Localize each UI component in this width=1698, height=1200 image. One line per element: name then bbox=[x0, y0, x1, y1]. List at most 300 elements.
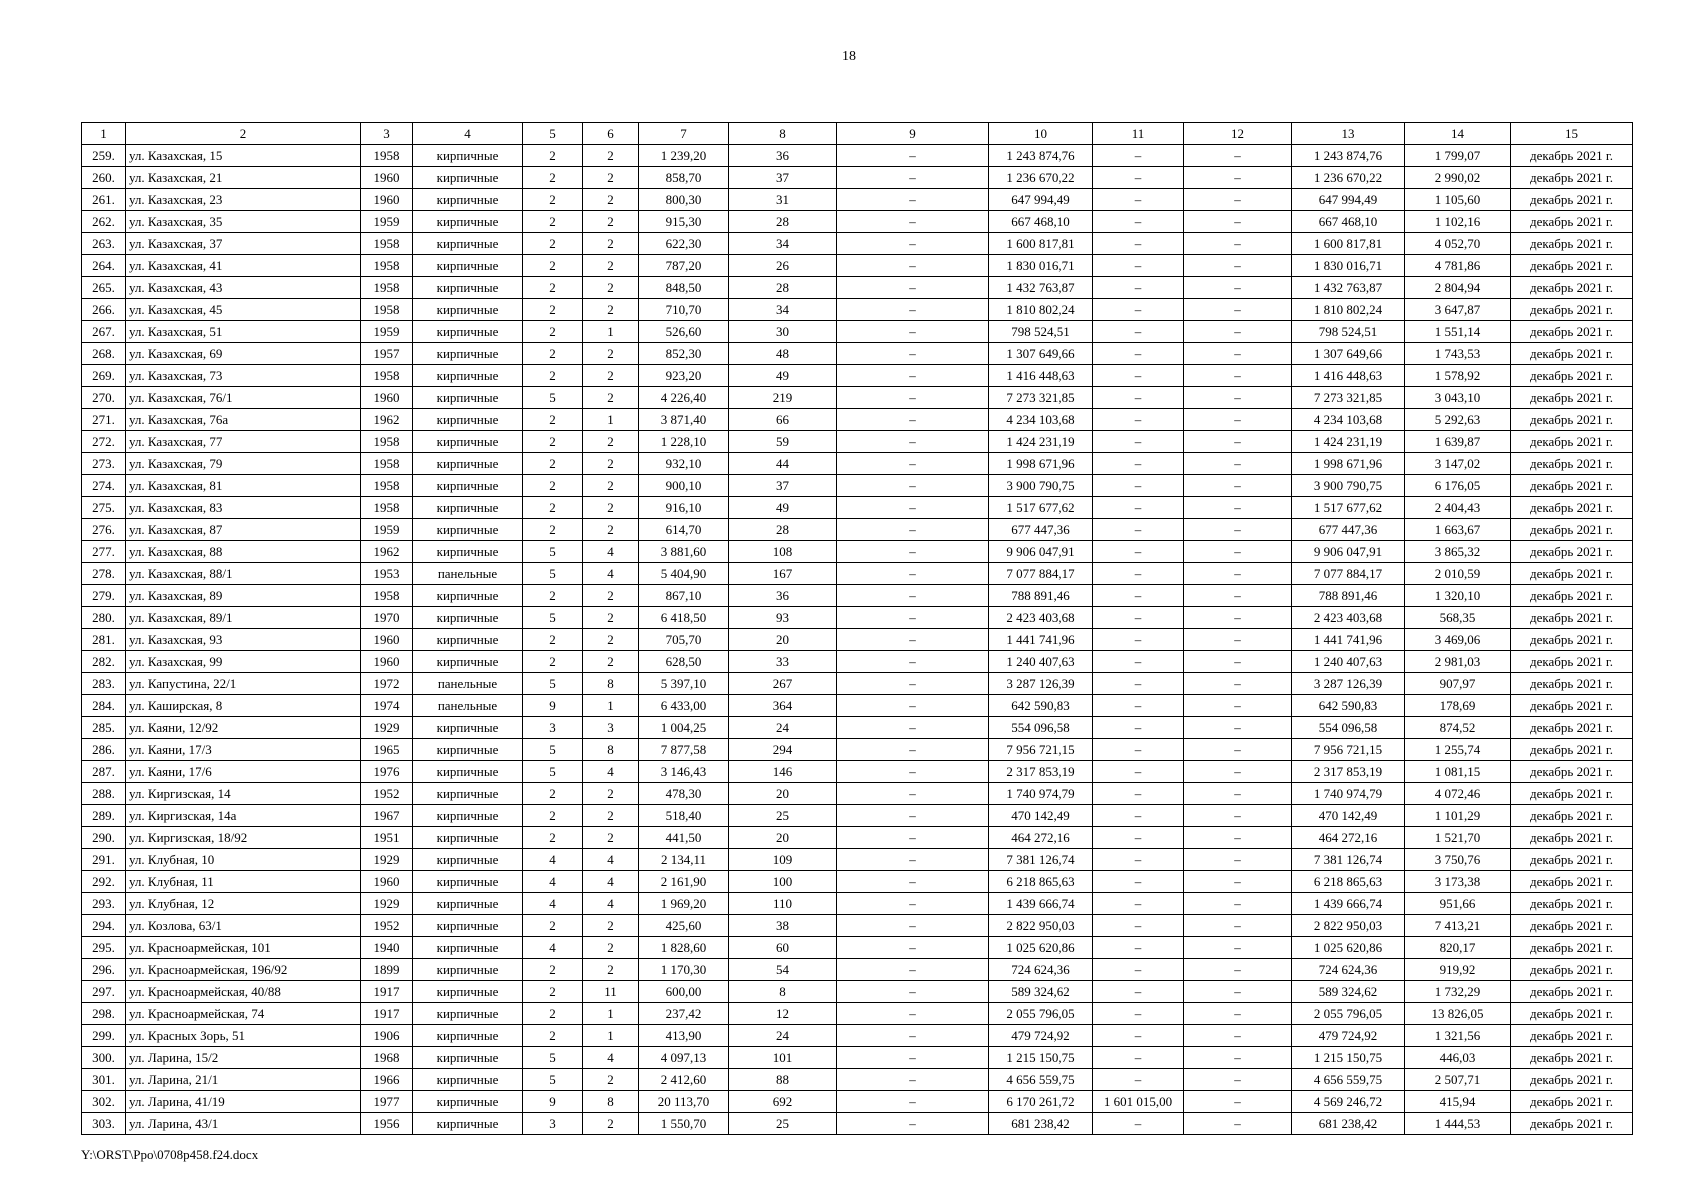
table-cell: – bbox=[1184, 651, 1292, 673]
table-cell: 263. bbox=[82, 233, 126, 255]
table-cell: 1970 bbox=[361, 607, 413, 629]
table-cell: 262. bbox=[82, 211, 126, 233]
column-header: 13 bbox=[1292, 123, 1405, 145]
table-cell: 3 043,10 bbox=[1405, 387, 1511, 409]
table-cell: 286. bbox=[82, 739, 126, 761]
column-header: 14 bbox=[1405, 123, 1511, 145]
table-cell: 280. bbox=[82, 607, 126, 629]
table-cell: 1 101,29 bbox=[1405, 805, 1511, 827]
table-cell: 1 600 817,81 bbox=[989, 233, 1093, 255]
table-cell: – bbox=[837, 1113, 989, 1135]
column-header: 15 bbox=[1511, 123, 1633, 145]
table-cell: 1 025 620,86 bbox=[1292, 937, 1405, 959]
table-cell: 2 bbox=[583, 277, 639, 299]
table-cell: панельные bbox=[413, 563, 523, 585]
address-cell: ул. Казахская, 77 bbox=[126, 431, 361, 453]
table-cell: 692 bbox=[729, 1091, 837, 1113]
table-cell: 271. bbox=[82, 409, 126, 431]
table-cell: 219 bbox=[729, 387, 837, 409]
table-cell: – bbox=[1093, 981, 1184, 1003]
table-cell: 2 bbox=[523, 1003, 583, 1025]
table-cell: – bbox=[1184, 255, 1292, 277]
table-cell: 88 bbox=[729, 1069, 837, 1091]
table-cell: 1976 bbox=[361, 761, 413, 783]
table-row bbox=[82, 365, 1633, 387]
table-cell: 1966 bbox=[361, 1069, 413, 1091]
table-cell: 1 243 874,76 bbox=[1292, 145, 1405, 167]
table-cell: 2 055 796,05 bbox=[989, 1003, 1093, 1025]
table-cell: 5 bbox=[523, 387, 583, 409]
table-cell: 34 bbox=[729, 299, 837, 321]
column-header: 6 bbox=[583, 123, 639, 145]
table-cell: 1 740 974,79 bbox=[1292, 783, 1405, 805]
table-cell: 2 bbox=[583, 1069, 639, 1091]
table-cell: 7 273 321,85 bbox=[989, 387, 1093, 409]
address-cell: ул. Каяни, 12/92 bbox=[126, 717, 361, 739]
table-cell: – bbox=[1093, 453, 1184, 475]
table-cell: 2 bbox=[583, 937, 639, 959]
table-cell: 237,42 bbox=[639, 1003, 729, 1025]
table-cell: 2 bbox=[523, 629, 583, 651]
table-cell: декабрь 2021 г. bbox=[1511, 673, 1633, 695]
table-cell: 1 416 448,63 bbox=[989, 365, 1093, 387]
table-cell: 1 521,70 bbox=[1405, 827, 1511, 849]
table-cell: – bbox=[1093, 937, 1184, 959]
table-cell: – bbox=[1093, 871, 1184, 893]
table-cell: – bbox=[1093, 717, 1184, 739]
address-cell: ул. Казахская, 21 bbox=[126, 167, 361, 189]
table-cell: декабрь 2021 г. bbox=[1511, 739, 1633, 761]
table-cell: 7 877,58 bbox=[639, 739, 729, 761]
table-cell: 6 433,00 bbox=[639, 695, 729, 717]
table-cell: 1958 bbox=[361, 255, 413, 277]
table-cell: – bbox=[837, 783, 989, 805]
table-cell: 279. bbox=[82, 585, 126, 607]
table-cell: 3 bbox=[583, 717, 639, 739]
address-cell: ул. Казахская, 35 bbox=[126, 211, 361, 233]
table-cell: декабрь 2021 г. bbox=[1511, 409, 1633, 431]
table-cell: 300. bbox=[82, 1047, 126, 1069]
table-cell: 1 551,14 bbox=[1405, 321, 1511, 343]
table-cell: – bbox=[1093, 519, 1184, 541]
table-cell: 1960 bbox=[361, 871, 413, 893]
table-cell: декабрь 2021 г. bbox=[1511, 607, 1633, 629]
table-cell: декабрь 2021 г. bbox=[1511, 145, 1633, 167]
table-cell: 2 bbox=[583, 827, 639, 849]
table-cell: – bbox=[1184, 981, 1292, 1003]
table-cell: 1 732,29 bbox=[1405, 981, 1511, 1003]
table-row bbox=[82, 189, 1633, 211]
table-cell: 146 bbox=[729, 761, 837, 783]
table-cell: 36 bbox=[729, 585, 837, 607]
table-cell: 2 bbox=[523, 1025, 583, 1047]
table-cell: 1 432 763,87 bbox=[989, 277, 1093, 299]
table-cell: – bbox=[1093, 959, 1184, 981]
table-cell: кирпичные bbox=[413, 519, 523, 541]
table-row bbox=[82, 211, 1633, 233]
table-cell: – bbox=[837, 1025, 989, 1047]
table-cell: 9 bbox=[523, 695, 583, 717]
table-cell: – bbox=[837, 1047, 989, 1069]
table-cell: 1 998 671,96 bbox=[1292, 453, 1405, 475]
table-cell: 302. bbox=[82, 1091, 126, 1113]
table-cell: – bbox=[1184, 805, 1292, 827]
table-row bbox=[82, 849, 1633, 871]
address-cell: ул. Красноармейская, 196/92 bbox=[126, 959, 361, 981]
table-cell: кирпичные bbox=[413, 1069, 523, 1091]
table-cell: 1929 bbox=[361, 893, 413, 915]
table-cell: 303. bbox=[82, 1113, 126, 1135]
table-cell: 1958 bbox=[361, 233, 413, 255]
table-cell: 1899 bbox=[361, 959, 413, 981]
table-cell: 2 bbox=[523, 453, 583, 475]
table-cell: 292. bbox=[82, 871, 126, 893]
table-cell: 1958 bbox=[361, 475, 413, 497]
table-cell: 20 bbox=[729, 629, 837, 651]
table-cell: 1 810 802,24 bbox=[989, 299, 1093, 321]
table-cell: – bbox=[1093, 409, 1184, 431]
table-cell: 1 828,60 bbox=[639, 937, 729, 959]
table-cell: – bbox=[1184, 189, 1292, 211]
table-cell: – bbox=[837, 1003, 989, 1025]
table-row bbox=[82, 255, 1633, 277]
table-cell: 1 517 677,62 bbox=[989, 497, 1093, 519]
table-cell: 1968 bbox=[361, 1047, 413, 1069]
table-cell: 526,60 bbox=[639, 321, 729, 343]
table-cell: 268. bbox=[82, 343, 126, 365]
table-cell: 642 590,83 bbox=[1292, 695, 1405, 717]
table-cell: 3 865,32 bbox=[1405, 541, 1511, 563]
table-cell: 5 bbox=[523, 541, 583, 563]
table-cell: 413,90 bbox=[639, 1025, 729, 1047]
table-cell: декабрь 2021 г. bbox=[1511, 849, 1633, 871]
table-cell: 2 bbox=[523, 233, 583, 255]
table-cell: 1 830 016,71 bbox=[1292, 255, 1405, 277]
table-cell: 261. bbox=[82, 189, 126, 211]
table-cell: – bbox=[837, 937, 989, 959]
table-cell: – bbox=[1093, 761, 1184, 783]
column-header: 5 bbox=[523, 123, 583, 145]
address-cell: ул. Ларина, 15/2 bbox=[126, 1047, 361, 1069]
table-cell: 297. bbox=[82, 981, 126, 1003]
table-cell: кирпичные bbox=[413, 981, 523, 1003]
table-cell: декабрь 2021 г. bbox=[1511, 497, 1633, 519]
table-cell: – bbox=[1184, 849, 1292, 871]
table-cell: 2 bbox=[523, 145, 583, 167]
table-cell: 1960 bbox=[361, 189, 413, 211]
table-row bbox=[82, 585, 1633, 607]
data-table bbox=[81, 122, 1633, 1135]
table-cell: декабрь 2021 г. bbox=[1511, 805, 1633, 827]
table-cell: – bbox=[837, 365, 989, 387]
table-cell: кирпичные bbox=[413, 497, 523, 519]
address-cell: ул. Казахская, 99 bbox=[126, 651, 361, 673]
table-cell: 7 381 126,74 bbox=[989, 849, 1093, 871]
table-cell: 28 bbox=[729, 211, 837, 233]
table-cell: кирпичные bbox=[413, 629, 523, 651]
address-cell: ул. Козлова, 63/1 bbox=[126, 915, 361, 937]
table-cell: – bbox=[1184, 563, 1292, 585]
table-cell: 1958 bbox=[361, 277, 413, 299]
table-cell: 1 424 231,19 bbox=[1292, 431, 1405, 453]
table-cell: 800,30 bbox=[639, 189, 729, 211]
table-cell: кирпичные bbox=[413, 1113, 523, 1135]
table-cell: 34 bbox=[729, 233, 837, 255]
table-cell: 294. bbox=[82, 915, 126, 937]
table-cell: 269. bbox=[82, 365, 126, 387]
table-cell: кирпичные bbox=[413, 805, 523, 827]
table-cell: кирпичные bbox=[413, 453, 523, 475]
table-cell: – bbox=[837, 409, 989, 431]
table-cell: 2 bbox=[523, 189, 583, 211]
table-cell: – bbox=[837, 673, 989, 695]
table-cell: кирпичные bbox=[413, 1025, 523, 1047]
table-cell: 1 439 666,74 bbox=[1292, 893, 1405, 915]
table-cell: 3 146,43 bbox=[639, 761, 729, 783]
table-cell: кирпичные bbox=[413, 761, 523, 783]
table-cell: – bbox=[1093, 299, 1184, 321]
table-cell: 24 bbox=[729, 717, 837, 739]
table-cell: – bbox=[1184, 409, 1292, 431]
table-cell: 25 bbox=[729, 1113, 837, 1135]
table-cell: 273. bbox=[82, 453, 126, 475]
table-cell: 289. bbox=[82, 805, 126, 827]
table-cell: 296. bbox=[82, 959, 126, 981]
table-cell: 6 418,50 bbox=[639, 607, 729, 629]
table-cell: – bbox=[1184, 959, 1292, 981]
table-cell: – bbox=[1184, 673, 1292, 695]
table-cell: 298. bbox=[82, 1003, 126, 1025]
table-cell: 4 072,46 bbox=[1405, 783, 1511, 805]
table-cell: 7 381 126,74 bbox=[1292, 849, 1405, 871]
table-cell: 1 bbox=[583, 409, 639, 431]
table-cell: кирпичные bbox=[413, 277, 523, 299]
table-cell: – bbox=[1093, 167, 1184, 189]
table-cell: 415,94 bbox=[1405, 1091, 1511, 1113]
table-cell: 3 469,06 bbox=[1405, 629, 1511, 651]
table-cell: 4 bbox=[583, 541, 639, 563]
table-cell: 1 810 802,24 bbox=[1292, 299, 1405, 321]
table-cell: 167 bbox=[729, 563, 837, 585]
table-cell: кирпичные bbox=[413, 233, 523, 255]
table-cell: 1959 bbox=[361, 211, 413, 233]
table-cell: декабрь 2021 г. bbox=[1511, 189, 1633, 211]
table-cell: 283. bbox=[82, 673, 126, 695]
table-cell: – bbox=[1093, 607, 1184, 629]
table-cell: 2 bbox=[523, 475, 583, 497]
table-row bbox=[82, 519, 1633, 541]
table-cell: 788 891,46 bbox=[1292, 585, 1405, 607]
table-cell: 294 bbox=[729, 739, 837, 761]
table-row bbox=[82, 827, 1633, 849]
address-cell: ул. Казахская, 73 bbox=[126, 365, 361, 387]
table-cell: 3 bbox=[523, 1113, 583, 1135]
table-cell: 5 bbox=[523, 673, 583, 695]
table-cell: 5 404,90 bbox=[639, 563, 729, 585]
table-row bbox=[82, 1003, 1633, 1025]
table-cell: 1958 bbox=[361, 497, 413, 519]
table-cell: 5 bbox=[523, 563, 583, 585]
table-cell: – bbox=[837, 431, 989, 453]
table-cell: 705,70 bbox=[639, 629, 729, 651]
table-cell: кирпичные bbox=[413, 783, 523, 805]
table-cell: декабрь 2021 г. bbox=[1511, 277, 1633, 299]
table-cell: 7 273 321,85 bbox=[1292, 387, 1405, 409]
table-cell: декабрь 2021 г. bbox=[1511, 211, 1633, 233]
table-cell: 1974 bbox=[361, 695, 413, 717]
table-cell: декабрь 2021 г. bbox=[1511, 1069, 1633, 1091]
table-cell: – bbox=[837, 519, 989, 541]
table-cell: кирпичные bbox=[413, 827, 523, 849]
table-cell: – bbox=[1184, 233, 1292, 255]
table-cell: 6 170 261,72 bbox=[989, 1091, 1093, 1113]
table-cell: 3 173,38 bbox=[1405, 871, 1511, 893]
table-cell: декабрь 2021 г. bbox=[1511, 959, 1633, 981]
table-cell: 1 105,60 bbox=[1405, 189, 1511, 211]
table-cell: – bbox=[1184, 453, 1292, 475]
address-cell: ул. Казахская, 37 bbox=[126, 233, 361, 255]
address-cell: ул. Казахская, 76а bbox=[126, 409, 361, 431]
table-cell: 1967 bbox=[361, 805, 413, 827]
table-cell: – bbox=[1093, 497, 1184, 519]
table-cell: – bbox=[837, 805, 989, 827]
table-cell: 2 412,60 bbox=[639, 1069, 729, 1091]
table-cell: 284. bbox=[82, 695, 126, 717]
table-cell: 667 468,10 bbox=[989, 211, 1093, 233]
table-cell: 301. bbox=[82, 1069, 126, 1091]
table-cell: 1 025 620,86 bbox=[989, 937, 1093, 959]
table-cell: декабрь 2021 г. bbox=[1511, 321, 1633, 343]
table-cell: 2 bbox=[523, 255, 583, 277]
table-cell: 2 010,59 bbox=[1405, 563, 1511, 585]
table-cell: 4 bbox=[583, 893, 639, 915]
table-cell: 2 bbox=[583, 915, 639, 937]
table-cell: 2 bbox=[523, 299, 583, 321]
table-cell: 667 468,10 bbox=[1292, 211, 1405, 233]
table-cell: – bbox=[837, 145, 989, 167]
table-cell: 2 bbox=[583, 431, 639, 453]
table-cell: 2 bbox=[523, 585, 583, 607]
table-cell: – bbox=[837, 893, 989, 915]
table-row bbox=[82, 629, 1633, 651]
table-cell: 2 bbox=[523, 277, 583, 299]
table-cell: декабрь 2021 г. bbox=[1511, 893, 1633, 915]
address-cell: ул. Казахская, 69 bbox=[126, 343, 361, 365]
table-cell: 4 226,40 bbox=[639, 387, 729, 409]
column-header: 2 bbox=[126, 123, 361, 145]
table-cell: декабрь 2021 г. bbox=[1511, 695, 1633, 717]
address-cell: ул. Киргизская, 18/92 bbox=[126, 827, 361, 849]
table-cell: – bbox=[1093, 651, 1184, 673]
table-cell: 277. bbox=[82, 541, 126, 563]
table-row bbox=[82, 651, 1633, 673]
address-cell: ул. Каяни, 17/3 bbox=[126, 739, 361, 761]
table-cell: 1 416 448,63 bbox=[1292, 365, 1405, 387]
table-cell: – bbox=[1093, 629, 1184, 651]
address-cell: ул. Казахская, 15 bbox=[126, 145, 361, 167]
table-cell: 2 bbox=[583, 189, 639, 211]
table-cell: 3 881,60 bbox=[639, 541, 729, 563]
table-cell: – bbox=[837, 453, 989, 475]
column-header: 7 bbox=[639, 123, 729, 145]
table-cell: кирпичные bbox=[413, 431, 523, 453]
table-row bbox=[82, 541, 1633, 563]
table-cell: – bbox=[1184, 475, 1292, 497]
table-cell: 1 bbox=[583, 695, 639, 717]
table-cell: 478,30 bbox=[639, 783, 729, 805]
table-cell: 291. bbox=[82, 849, 126, 871]
table-cell: 647 994,49 bbox=[989, 189, 1093, 211]
table-row bbox=[82, 453, 1633, 475]
table-cell: 1 255,74 bbox=[1405, 739, 1511, 761]
table-cell: 364 bbox=[729, 695, 837, 717]
table-cell: 3 287 126,39 bbox=[1292, 673, 1405, 695]
table-cell: кирпичные bbox=[413, 717, 523, 739]
table-cell: – bbox=[1184, 607, 1292, 629]
table-cell: кирпичные bbox=[413, 409, 523, 431]
table-cell: 1960 bbox=[361, 651, 413, 673]
table-cell: 109 bbox=[729, 849, 837, 871]
table-cell: 288. bbox=[82, 783, 126, 805]
table-cell: – bbox=[1093, 343, 1184, 365]
table-cell: 3 287 126,39 bbox=[989, 673, 1093, 695]
table-cell: – bbox=[837, 915, 989, 937]
table-cell: 2 bbox=[523, 651, 583, 673]
table-cell: 4 bbox=[583, 563, 639, 585]
table-cell: 1 307 649,66 bbox=[1292, 343, 1405, 365]
table-cell: 1 969,20 bbox=[639, 893, 729, 915]
address-cell: ул. Красноармейская, 74 bbox=[126, 1003, 361, 1025]
table-cell: кирпичные bbox=[413, 1003, 523, 1025]
table-cell: – bbox=[1093, 827, 1184, 849]
table-row bbox=[82, 387, 1633, 409]
table-cell: декабрь 2021 г. bbox=[1511, 1047, 1633, 1069]
table-cell: 1957 bbox=[361, 343, 413, 365]
table-cell: 2 bbox=[583, 651, 639, 673]
address-cell: ул. Клубная, 10 bbox=[126, 849, 361, 871]
table-cell: декабрь 2021 г. bbox=[1511, 167, 1633, 189]
table-cell: 2 bbox=[583, 607, 639, 629]
table-cell: – bbox=[1184, 1113, 1292, 1135]
address-cell: ул. Казахская, 43 bbox=[126, 277, 361, 299]
table-row bbox=[82, 277, 1633, 299]
table-cell: декабрь 2021 г. bbox=[1511, 1025, 1633, 1047]
table-cell: кирпичные bbox=[413, 211, 523, 233]
table-cell: – bbox=[1184, 695, 1292, 717]
table-cell: 2 bbox=[583, 1113, 639, 1135]
table-cell: 1 215 150,75 bbox=[989, 1047, 1093, 1069]
table-cell: 36 bbox=[729, 145, 837, 167]
table-cell: 1958 bbox=[361, 585, 413, 607]
table-cell: 1 170,30 bbox=[639, 959, 729, 981]
table-cell: 20 113,70 bbox=[639, 1091, 729, 1113]
table-cell: 441,50 bbox=[639, 827, 729, 849]
table-cell: 4 bbox=[583, 849, 639, 871]
table-cell: кирпичные bbox=[413, 475, 523, 497]
table-row bbox=[82, 739, 1633, 761]
table-cell: декабрь 2021 г. bbox=[1511, 365, 1633, 387]
table-cell: 2 bbox=[523, 519, 583, 541]
table-cell: 787,20 bbox=[639, 255, 729, 277]
table-cell: кирпичные bbox=[413, 849, 523, 871]
table-cell: – bbox=[1184, 387, 1292, 409]
table-cell: 1 081,15 bbox=[1405, 761, 1511, 783]
table-cell: – bbox=[1093, 145, 1184, 167]
table-cell: 554 096,58 bbox=[1292, 717, 1405, 739]
table-row bbox=[82, 937, 1633, 959]
table-cell: 2 bbox=[523, 167, 583, 189]
table-cell: – bbox=[837, 299, 989, 321]
